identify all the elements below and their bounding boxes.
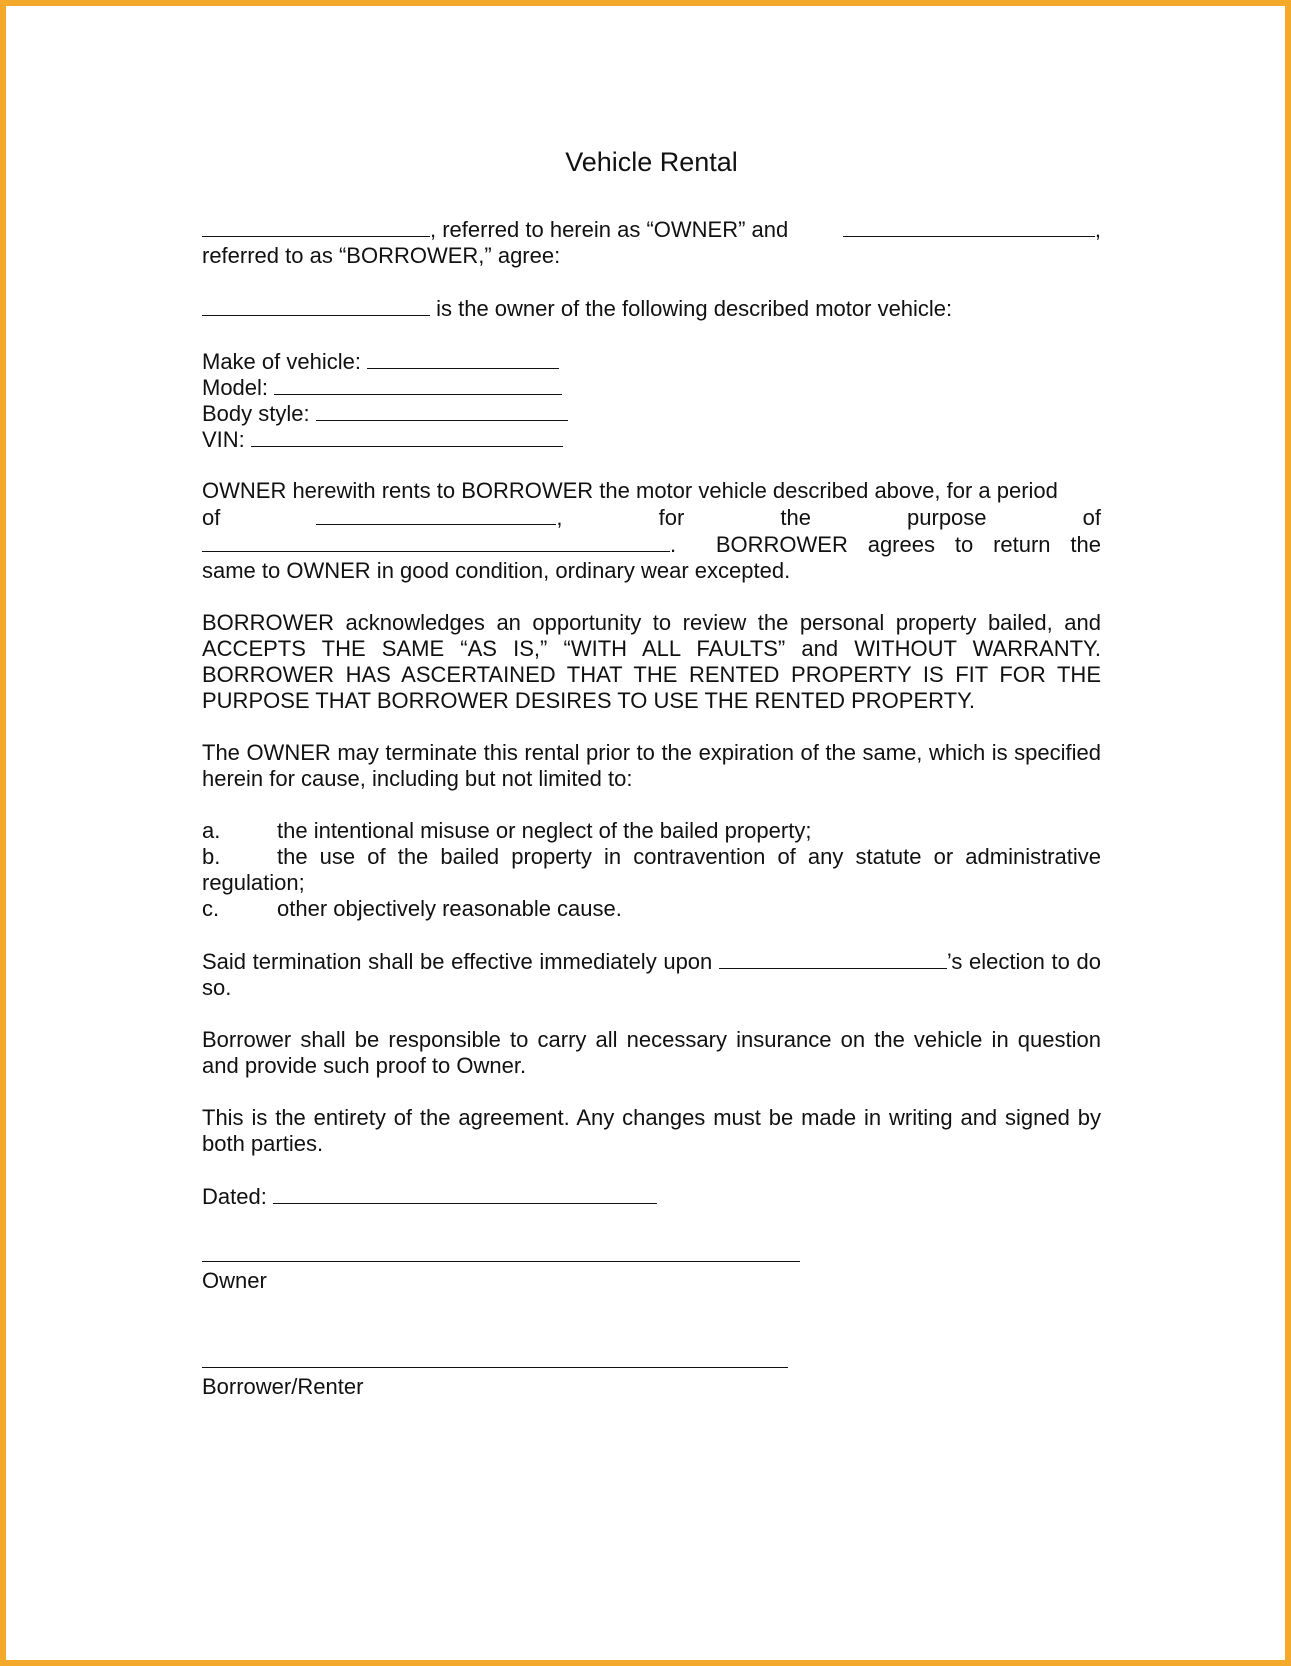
- list-item-text: other objectively reasonable cause.: [277, 896, 622, 921]
- intro-text-3: referred to as “BORROWER,” agree:: [202, 243, 561, 268]
- rental-line-3-text: . BORROWER agrees to return the: [670, 532, 1101, 557]
- rental-word: of: [1082, 505, 1101, 530]
- intro-line-1: [202, 216, 1101, 243]
- owner-signature-block: [202, 1260, 1101, 1294]
- rental-word: of: [202, 505, 221, 530]
- borrower-signature-label: Borrower/Renter: [202, 1374, 364, 1399]
- vehicle-field-label: Model:: [202, 375, 269, 400]
- rental-line-3: [202, 531, 1101, 558]
- list-item-text: the intentional misuse or neglect of the bailed property;: [277, 818, 812, 843]
- borrower-signature-line: [202, 1366, 788, 1368]
- rental-word: the: [780, 505, 811, 530]
- ownership-text: is the owner of the following described motor vehicle:: [430, 296, 953, 321]
- vehicle-field-make: [202, 348, 1101, 374]
- ownership-paragraph: [202, 295, 1101, 322]
- rental-word: ,: [556, 505, 563, 530]
- owner-signature-label: Owner: [202, 1268, 267, 1293]
- rental-line-1: OWNER herewith rents to BORROWER the motor vehicle described above, for a period: [202, 478, 1058, 503]
- make-blank: [367, 348, 559, 369]
- borrower-signature-block: [202, 1366, 1101, 1400]
- vehicle-owner-blank: [202, 295, 430, 316]
- list-item: [202, 896, 1101, 922]
- list-item: [202, 844, 1101, 896]
- rental-word: purpose: [907, 505, 987, 530]
- list-item: [202, 818, 1101, 844]
- as-is-paragraph: BORROWER acknowledges an opportunity to review the personal property bailed, and ACCEPTS THE SAME “AS IS,” “WITH ALL FAULTS” and WITHOUT WARRANTY. BORROWER HAS ASCERTAINED THAT THE RENTED PROPERTY IS FIT FOR THE PURPOSE THAT BORROWER DESIRES TO USE THE RENTED PROPERTY.: [202, 610, 1101, 713]
- borrower-name-blank: [843, 216, 1095, 237]
- intro-text-1: , referred to herein as “OWNER” and: [430, 217, 789, 242]
- body-style-blank: [316, 400, 568, 421]
- document-title: Vehicle Rental: [565, 147, 738, 177]
- effective-paragraph: [202, 948, 1101, 1001]
- vehicle-details: [202, 348, 1101, 452]
- entirety-paragraph: This is the entirety of the agreement. Any changes must be made in writing and signed by both parties.: [202, 1105, 1101, 1156]
- intro-paragraph: [202, 216, 1101, 269]
- vehicle-field-label: Body style:: [202, 401, 310, 426]
- vehicle-field-model: [202, 374, 1101, 400]
- termination-intro-paragraph: The OWNER may terminate this rental prior to the expiration of the same, which is specified herein for cause, including but not limited to:: [202, 740, 1101, 791]
- rental-line-4: same to OWNER in good condition, ordinary wear excepted.: [202, 558, 791, 583]
- dated-line: [202, 1183, 1101, 1210]
- vin-blank: [251, 426, 563, 447]
- effective-text-after: ’s election to do so.: [202, 949, 1101, 1000]
- terminating-party-blank: [719, 948, 947, 969]
- list-item-letter: a.: [202, 818, 221, 843]
- vehicle-field-label: Make of vehicle:: [202, 349, 361, 374]
- owner-signature-line: [202, 1260, 800, 1262]
- rental-period-blank: [316, 504, 556, 525]
- vehicle-field-body-style: [202, 400, 1101, 426]
- insurance-paragraph: Borrower shall be responsible to carry all necessary insurance on the vehicle in question and provide such proof to Owner.: [202, 1027, 1101, 1078]
- rental-word: for: [658, 505, 685, 530]
- model-blank: [274, 374, 562, 395]
- list-item-letter: c.: [202, 896, 220, 921]
- termination-causes-list: [202, 818, 1101, 922]
- list-item-letter: b.: [202, 844, 221, 869]
- list-item-text: the use of the bailed property in contravention of any statute or administrative regulation;: [202, 844, 1101, 895]
- dated-label: Dated:: [202, 1184, 267, 1209]
- owner-name-blank: [202, 216, 430, 237]
- document-body: [202, 146, 1101, 1400]
- rental-paragraph: [202, 478, 1101, 584]
- intro-text-2: ,: [1094, 217, 1101, 242]
- rental-line-2: [202, 504, 1101, 531]
- vehicle-field-label: VIN:: [202, 427, 245, 452]
- vehicle-field-vin: [202, 426, 1101, 452]
- date-blank: [273, 1183, 657, 1204]
- effective-text-before: Said termination shall be effective immediately upon: [202, 949, 719, 974]
- rental-purpose-blank: [202, 531, 670, 552]
